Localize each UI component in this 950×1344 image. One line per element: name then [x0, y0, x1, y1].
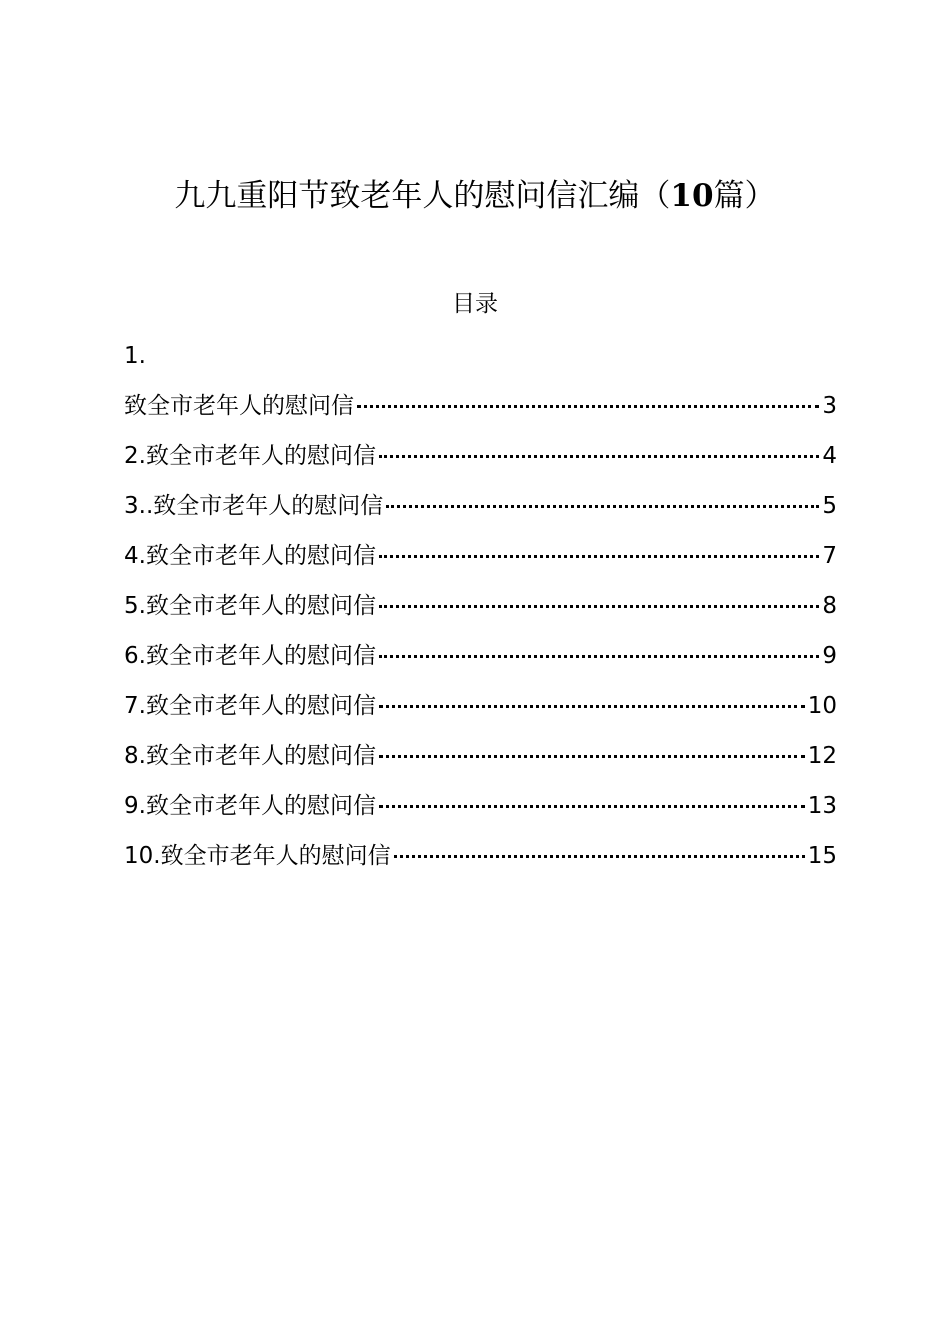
- toc-entry-8[interactable]: [124, 740, 837, 790]
- toc-heading: 目录: [452, 291, 498, 317]
- toc-entry-page: 10: [807, 693, 837, 719]
- toc-dot-leader: [379, 605, 819, 608]
- toc-entry-label: 9.致全市老年人的慰问信: [124, 793, 376, 819]
- toc-entry-page: 3: [822, 393, 837, 419]
- toc-first-number: 1.: [124, 343, 146, 369]
- toc-entry-page: 12: [807, 743, 837, 769]
- title-prefix: 九九重阳节致老年人的慰问信汇编（: [174, 178, 671, 214]
- toc-dot-leader: [394, 855, 805, 858]
- toc-entry-6[interactable]: [124, 640, 837, 690]
- document-title: [0, 172, 950, 220]
- toc-dot-leader: [379, 455, 819, 458]
- toc-dot-leader: [379, 755, 805, 758]
- toc-entry-page: 9: [822, 643, 837, 669]
- toc-entry-label: 8.致全市老年人的慰问信: [124, 743, 376, 769]
- toc-entry-label: 6.致全市老年人的慰问信: [124, 643, 376, 669]
- table-of-contents: [124, 390, 837, 890]
- toc-dot-leader: [379, 705, 805, 708]
- toc-entry-2[interactable]: [124, 440, 837, 490]
- toc-entry-page: 15: [807, 843, 837, 869]
- toc-entry-page: 5: [822, 493, 837, 519]
- toc-dot-leader: [357, 405, 819, 408]
- toc-entry-label: 3..致全市老年人的慰问信: [124, 493, 384, 519]
- toc-entry-page: 4: [822, 443, 837, 469]
- toc-entry-1[interactable]: [124, 390, 837, 440]
- toc-entry-label: 2.致全市老年人的慰问信: [124, 443, 376, 469]
- toc-entry-page: 8: [822, 593, 837, 619]
- toc-entry-7[interactable]: [124, 690, 837, 740]
- toc-dot-leader: [379, 805, 805, 808]
- toc-entry-label: 5.致全市老年人的慰问信: [124, 593, 376, 619]
- toc-entry-label: 7.致全市老年人的慰问信: [124, 693, 376, 719]
- toc-entry-3[interactable]: [124, 490, 837, 540]
- toc-entry-10[interactable]: [124, 840, 837, 890]
- title-number: 10: [670, 178, 714, 214]
- toc-entry-label: 致全市老年人的慰问信: [124, 393, 354, 419]
- toc-dot-leader: [379, 655, 819, 658]
- toc-entry-4[interactable]: [124, 540, 837, 590]
- toc-entry-page: 7: [822, 543, 837, 569]
- toc-entry-5[interactable]: [124, 590, 837, 640]
- toc-entry-9[interactable]: [124, 790, 837, 840]
- toc-entry-label: 10.致全市老年人的慰问信: [124, 843, 391, 869]
- title-suffix: 篇）: [713, 178, 776, 214]
- toc-dot-leader: [379, 555, 819, 558]
- toc-entry-label: 4.致全市老年人的慰问信: [124, 543, 376, 569]
- toc-entry-page: 13: [807, 793, 837, 819]
- toc-dot-leader: [386, 505, 819, 508]
